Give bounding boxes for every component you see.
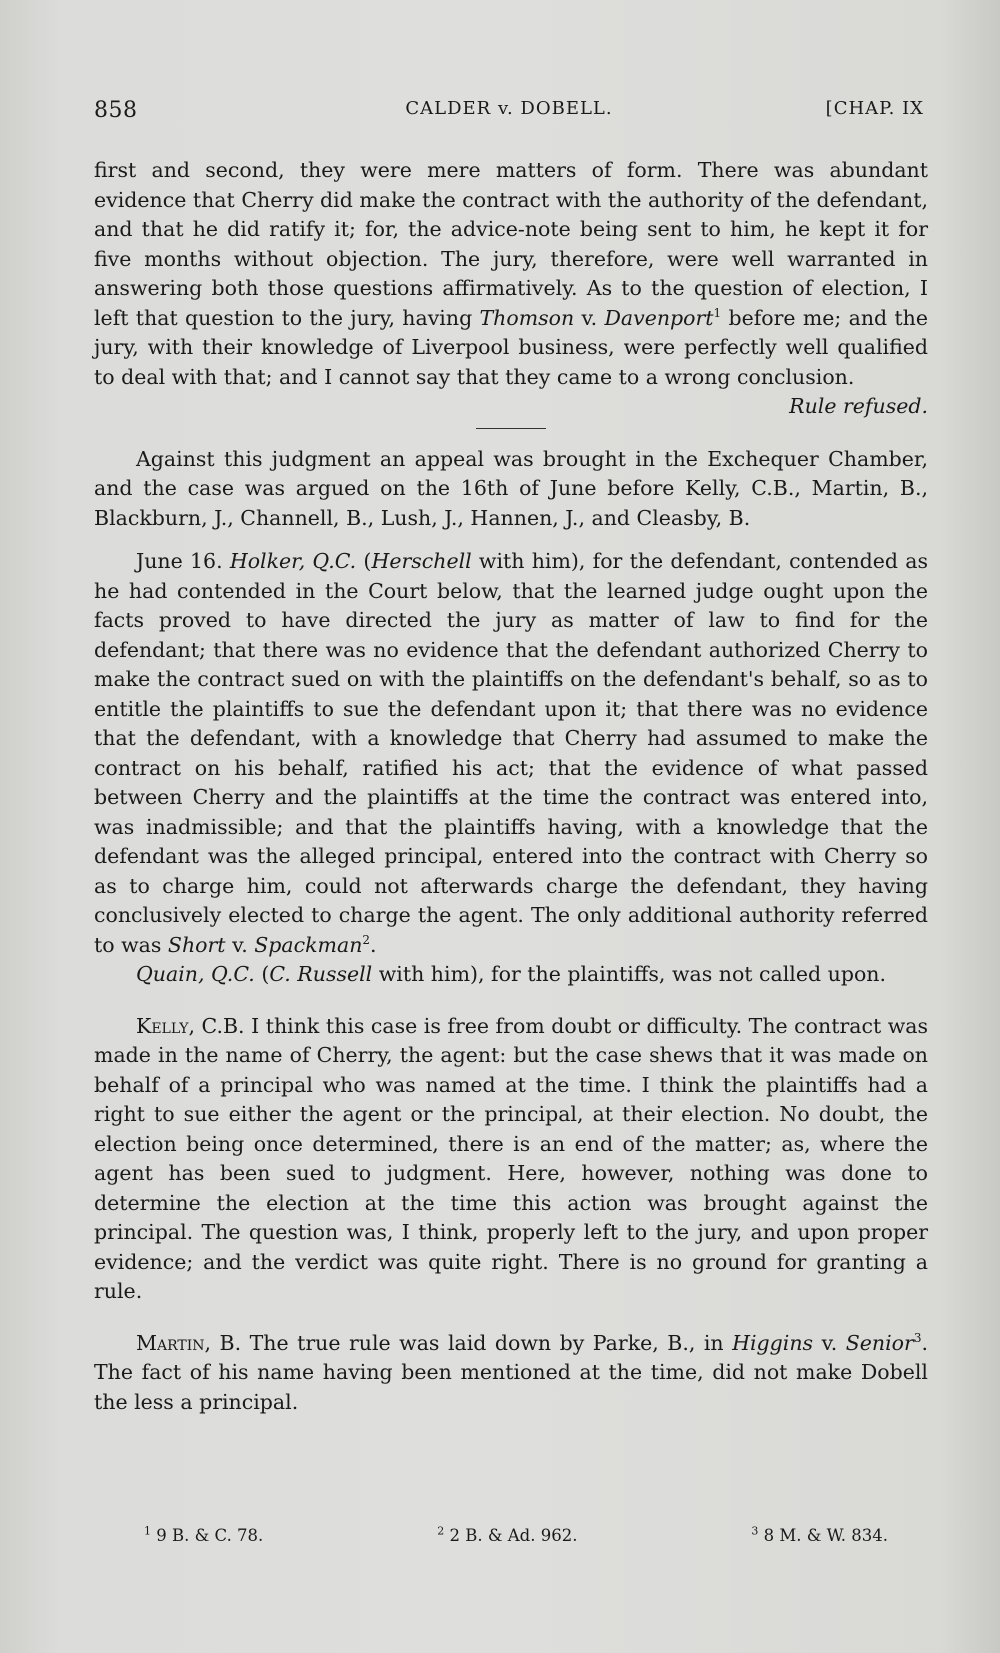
case-name: Short bbox=[167, 932, 226, 957]
page-number: 858 bbox=[94, 98, 138, 123]
versus: v. bbox=[813, 1330, 846, 1355]
footnote-ref-2: 2 bbox=[362, 932, 371, 947]
p5-text: I think this case is free from doubt or difficulty. The contract was made in the name of Cherry, the agent: but the case shews that it was made on behalf of a principal who was named at the time. I think the plaintiffs had a right to sue either the agent or the principal, at their election. No doubt, the election being once determined, there is an end of the matter; as, where the agent has been sued to judgment. Here, however, nothing was done to determine the election at the time this action was brought against the principal. The question was, I think, properly left to the jury, and upon proper evidence; and the verdict was quite right. There is no ground for granting a rule. bbox=[94, 1013, 928, 1303]
counsel-name: Holker, Q.C. bbox=[229, 549, 357, 573]
case-name: Senior bbox=[845, 1330, 914, 1355]
footnote-2 bbox=[437, 1526, 577, 1545]
case-name: Higgins bbox=[732, 1330, 814, 1355]
case-name: Thomson bbox=[479, 305, 575, 330]
footnote-number: 3 bbox=[751, 1524, 759, 1538]
case-name: Spackman bbox=[254, 932, 363, 957]
paren: ( bbox=[356, 549, 372, 573]
judge-title: , C.B. bbox=[188, 1013, 245, 1038]
junior-counsel: Herschell bbox=[371, 549, 472, 573]
page-body bbox=[94, 156, 928, 1417]
judge-title: , B. bbox=[204, 1330, 242, 1355]
paragraph-5 bbox=[94, 1012, 928, 1307]
case-name: Davenport bbox=[604, 305, 714, 330]
spacer bbox=[94, 990, 928, 1012]
p3-end: . bbox=[370, 932, 377, 957]
versus: v. bbox=[574, 305, 605, 330]
paragraph-3 bbox=[94, 547, 928, 960]
p4-text: with him), for the plaintiffs, was not called upon. bbox=[372, 962, 887, 986]
p3-text: with him), for the defendant, contended as he had contended in the Court below, that the learned judge ought upon the facts proved to have directed the jury as matter of law to find for the defendant; that there was no evidence that the defendant authorized Cherry to make the contract sued on with the plaintiffs on the defendant's behalf, so as to entitle the plaintiffs to sue the defendant upon it; that there was no evidence that the defendant, with a knowledge that Cherry had assumed to make the contract on his behalf, ratified his act; that the evidence of what passed between Cherry and the plaintiffs at the time the contract was entered into, was inadmissible; and that the plaintiffs having, with a knowledge that the defendant was the alleged principal, entered into the contract with Cherry so as to charge him, could not afterwards charge the defendant, they having conclusively elected to charge the agent. The only additional authority referred to was bbox=[94, 549, 929, 957]
footnote-text: 9 B. & C. 78. bbox=[151, 1526, 264, 1545]
footnote-ref-3: 3 bbox=[913, 1330, 922, 1345]
counsel-name: Quain, Q.C. bbox=[136, 962, 255, 986]
footnote-text: 2 B. & Ad. 962. bbox=[444, 1526, 578, 1545]
p1-end: before me; and the jury, with their knowledge of Liverpool business, were perfectly well qualified to deal with that; and I cannot say that they came to a wrong conclusion. bbox=[94, 305, 929, 389]
spacer bbox=[94, 1307, 928, 1329]
footnotes bbox=[94, 1526, 928, 1545]
date: June 16. bbox=[136, 549, 230, 573]
spacer bbox=[94, 533, 928, 547]
paragraph-1 bbox=[94, 156, 928, 392]
rule-refused-text: Rule refused. bbox=[789, 394, 928, 418]
paragraph-4 bbox=[94, 960, 928, 990]
junior-counsel: C. Russell bbox=[269, 962, 373, 986]
paragraph-6 bbox=[94, 1329, 928, 1418]
judge-name: Kelly bbox=[136, 1013, 189, 1038]
p6-end: . The fact of his name having been mentioned at the time, did not make Dobell the less a principal. bbox=[94, 1330, 928, 1414]
chapter-label: [CHAP. IX bbox=[825, 98, 924, 119]
footnote-text: 8 M. & W. 834. bbox=[758, 1526, 888, 1545]
paren: ( bbox=[254, 962, 270, 986]
footnote-number: 1 bbox=[144, 1524, 151, 1538]
footnote-3 bbox=[751, 1526, 888, 1545]
paragraph-2: Against this judgment an appeal was brought in the Exchequer Chamber, and the case was argued on the 16th of June before Kelly, C.B., Martin, B., Blackburn, J., Channell, B., Lush, J., Hannen, J., and Cleasby, B. bbox=[94, 446, 928, 530]
separator-rule bbox=[476, 428, 546, 429]
footnote-1 bbox=[144, 1526, 263, 1545]
versus: v. bbox=[225, 932, 255, 957]
rule-refused bbox=[94, 392, 928, 422]
running-title: CALDER v. DOBELL. bbox=[405, 98, 613, 119]
footnote-number: 2 bbox=[437, 1524, 445, 1538]
footnote-ref-1: 1 bbox=[713, 305, 722, 320]
p6-text: The true rule was laid down by Parke, B., in bbox=[241, 1330, 733, 1355]
p1-text: first and second, they were mere matters of form. There was abundant evidence that Cherry did make the contract with the authority of the defendant, and that he did ratify it; for, the advice-note being sent to him, he kept it for five months without objection. The jury, therefore, were well warranted in answering both those questions affirmatively. As to the question of election, I left that question to the jury, having bbox=[94, 158, 928, 330]
judge-name: Martin bbox=[136, 1330, 205, 1355]
